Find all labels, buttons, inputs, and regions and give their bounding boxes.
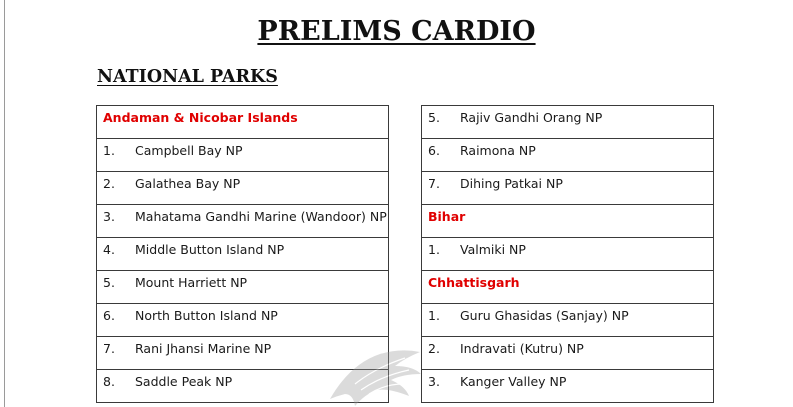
table-cell — [97, 106, 389, 139]
item-number: 1. — [428, 308, 440, 323]
state-heading: Bihar — [428, 209, 466, 224]
item-number: 5. — [428, 110, 440, 125]
item-number: 1. — [428, 242, 440, 257]
state-heading-row — [422, 205, 714, 238]
item-number: 5. — [103, 275, 115, 290]
park-name: Saddle Peak NP — [135, 374, 233, 389]
park-row — [97, 271, 389, 304]
table-cell — [422, 304, 714, 337]
park-name: Raimona NP — [460, 143, 536, 158]
table-cell — [97, 205, 389, 238]
park-row — [97, 172, 389, 205]
table-cell — [422, 205, 714, 238]
table-cell — [97, 172, 389, 205]
park-row — [422, 172, 714, 205]
table-cell — [97, 238, 389, 271]
park-name: Rajiv Gandhi Orang NP — [460, 110, 603, 125]
item-number: 3. — [428, 374, 440, 389]
item-number: 7. — [103, 341, 115, 356]
table-cell — [422, 271, 714, 304]
table-cell — [422, 172, 714, 205]
park-name: North Button Island NP — [135, 308, 278, 323]
park-name: Dihing Patkai NP — [460, 176, 563, 191]
park-row — [97, 238, 389, 271]
item-number: 3. — [103, 209, 115, 224]
park-row — [97, 205, 389, 238]
table-cell — [97, 304, 389, 337]
table-cell — [97, 271, 389, 304]
item-number: 2. — [428, 341, 440, 356]
page-title: PRELIMS CARDIO — [257, 16, 536, 47]
park-name: Mount Harriett NP — [135, 275, 248, 290]
park-name: Kanger Valley NP — [460, 374, 567, 389]
item-number: 4. — [103, 242, 115, 257]
item-number: 2. — [103, 176, 115, 191]
state-heading-row — [422, 271, 714, 304]
park-row — [422, 106, 714, 139]
page-edge-line — [4, 0, 5, 407]
park-name: Campbell Bay NP — [135, 143, 243, 158]
table-cell — [422, 106, 714, 139]
park-name: Guru Ghasidas (Sanjay) NP — [460, 308, 629, 323]
park-name: Middle Button Island NP — [135, 242, 285, 257]
table-cell — [422, 337, 714, 370]
item-number: 8. — [103, 374, 115, 389]
park-name: Indravati (Kutru) NP — [460, 341, 584, 356]
park-row — [422, 139, 714, 172]
park-name: Mahatama Gandhi Marine (Wandoor) NP — [135, 209, 387, 224]
table-cell — [422, 139, 714, 172]
item-number: 6. — [428, 143, 440, 158]
table-cell — [422, 238, 714, 271]
state-heading: Andaman & Nicobar Islands — [103, 110, 298, 125]
state-heading: Chhattisgarh — [428, 275, 520, 290]
park-name: Valmiki NP — [460, 242, 526, 257]
park-row — [97, 139, 389, 172]
park-row — [422, 238, 714, 271]
park-name: Galathea Bay NP — [135, 176, 241, 191]
park-row — [422, 337, 714, 370]
table-cell — [422, 370, 714, 403]
section-heading: NATIONAL PARKS — [97, 67, 278, 87]
table-cell — [97, 139, 389, 172]
park-name: Rani Jhansi Marine NP — [135, 341, 272, 356]
park-row — [422, 370, 714, 403]
park-row — [97, 304, 389, 337]
item-number: 7. — [428, 176, 440, 191]
item-number: 1. — [103, 143, 115, 158]
state-heading-row — [97, 106, 389, 139]
park-row — [422, 304, 714, 337]
national-parks-table-right — [421, 105, 714, 403]
item-number: 6. — [103, 308, 115, 323]
watermark-logo — [325, 344, 425, 407]
